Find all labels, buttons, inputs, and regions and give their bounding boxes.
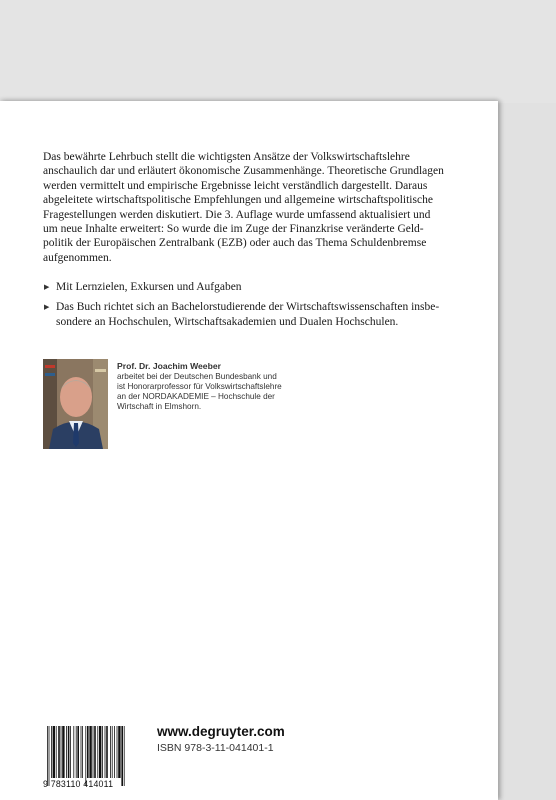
feature-item (43, 300, 488, 329)
publisher-website: www.degruyter.com (157, 724, 285, 739)
barcode-bar (93, 726, 94, 778)
barcode-bar (89, 726, 91, 778)
barcode-bar (110, 726, 111, 778)
author-bio (117, 372, 327, 413)
background-right (498, 103, 556, 800)
feature-item-line: sondere an Hochschulen, Wirtschaftsakademien und Dualen Hochschulen. (56, 315, 399, 328)
barcode-bar (81, 726, 82, 778)
blurb-line: um neue Inhalte erweitert: So wurde die im Zuge der Finanzkrise veränderte Geld- (43, 223, 424, 236)
triangle-right-icon: ▶ (44, 303, 50, 312)
blurb-line: politik der Europäischen Zentralbank (EZB) oder auch das Thema Schuldenbremse (43, 237, 427, 250)
barcode-bar (94, 726, 96, 778)
author-portrait-image (43, 359, 108, 449)
barcode-bar (99, 726, 101, 778)
feature-item-line: Das Buch richtet sich an Bachelorstudierende der Wirtschaftswissenschaften insbe- (56, 301, 440, 314)
barcode-bar (76, 726, 77, 778)
barcode-bar (121, 726, 123, 786)
barcode-bar (68, 726, 70, 778)
barcode-bar (124, 726, 125, 786)
barcode-bar (117, 726, 118, 778)
barcode-bar (53, 726, 55, 778)
barcode-bar (61, 726, 62, 778)
author-bio-line: arbeitet bei der Deutschen Bundesbank und (117, 371, 277, 381)
barcode-bar (85, 726, 86, 786)
barcode-bar (112, 726, 113, 778)
barcode-bar (82, 726, 83, 778)
barcode-bar (97, 726, 98, 778)
author-photo (43, 359, 108, 449)
barcode-bar (118, 726, 120, 778)
barcode-bar (77, 726, 79, 778)
background-top (0, 0, 556, 103)
feature-item-line: Mit Lernzielen, Exkursen und Aufgaben (56, 281, 242, 293)
author-info (117, 361, 327, 413)
triangle-right-icon: ▶ (44, 283, 50, 291)
barcode-bar (73, 726, 74, 778)
blurb-line: werden vermittelt und empirische Ergebnisse leicht verständlich dargestellt. Daraus (43, 179, 428, 192)
barcode-bar (49, 726, 50, 786)
barcode-bar (47, 726, 48, 786)
barcode-bar (51, 726, 52, 778)
barcode-bar (70, 726, 71, 778)
author-bio-line: ist Honorarprofessor für Volkswirtschaftslehre (117, 381, 282, 391)
book-blurb (43, 150, 488, 265)
barcode-bar (58, 726, 60, 778)
author-bio-line: Wirtschaft in Elmshorn. (117, 402, 202, 412)
author-name: Prof. Dr. Joachim Weeber (117, 361, 221, 371)
barcode-bar (87, 726, 89, 778)
blurb-line: abgeleitete wirtschaftspolitische Empfehlungen und allgemeine wirtschaftspolitische (43, 194, 433, 207)
barcode-bar (102, 726, 103, 778)
blurb-line: Fragestellungen werden diskutiert. Die 3. Auflage wurde umfassend aktualisiert und (43, 208, 431, 221)
barcode-bar (114, 726, 115, 778)
barcode-bar (106, 726, 108, 778)
barcode-bar (66, 726, 67, 778)
barcode-bar (62, 726, 64, 778)
blurb-line: Das bewährte Lehrbuch stellt die wichtigsten Ansätze der Volkswirtschaftslehre (43, 151, 410, 163)
blurb-line: aufgenommen. (43, 251, 112, 264)
blurb-line: anschaulich dar und erläutert ökonomische Zusammenhänge. Theoretische Grundlagen (43, 165, 444, 178)
barcode-digits: 9 783110 414011 (43, 779, 114, 789)
barcode-bar (56, 726, 57, 778)
feature-item (43, 280, 488, 294)
author-bio-line: an der NORDAKADEMIE – Hochschule der (117, 392, 275, 402)
feature-list (43, 280, 488, 329)
isbn-number: ISBN 978-3-11-041401-1 (157, 742, 274, 754)
barcode-bar (105, 726, 106, 778)
